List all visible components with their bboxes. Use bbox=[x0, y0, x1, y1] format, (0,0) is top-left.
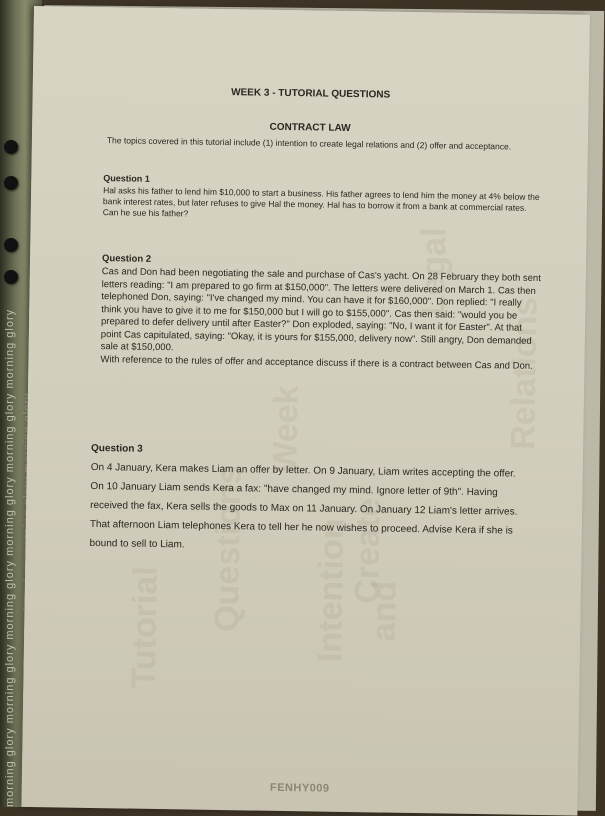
watermark-text: Questions bbox=[207, 465, 249, 633]
page-title: WEEK 3 - TUTORIAL QUESTIONS bbox=[231, 87, 391, 101]
question-heading: Question 1 bbox=[103, 173, 150, 184]
watermark-text: Tutorial bbox=[124, 565, 165, 689]
binder-ring bbox=[4, 140, 18, 154]
question-body: Hal asks his father to lend him $10,000 to start a business. His father agrees to lend him the money at 4% below the bank interest rates, but later refuses to give Hal the money. Hal has to borrow it from a bank at commercial rates. Can he sue his father? bbox=[102, 185, 540, 219]
binder-spine-text: morning glory morning glory morning glory morning glory morning glory morning glory bbox=[4, 308, 16, 807]
binder-ring bbox=[4, 270, 18, 284]
intro-paragraph: The topics covered in this tutorial include (1) intention to create legal relations and (2) offer and acceptance. bbox=[106, 135, 512, 152]
watermark-text: Relations bbox=[504, 296, 545, 451]
binder-ring bbox=[4, 238, 18, 252]
watermark-text: Create bbox=[348, 497, 388, 605]
question-body: Cas and Don had been negotiating the sale and purchase of Cas's yacht. On 28 February they both sent letters reading: "I am prepared to go firm at $150,000". The letters were delivered on March 1. Cas then telephoned Don, saying: "I've changed my mind. You can have it for $160,000". Don replied: "I really think you have to give it to me for $150,000 but I will go to $155,000". Cas then said: "would you be prepared to defer delivery until after Easter?" Don exploded, saying: "No, I want it for Easter". At that point Cas capitulated, saying: "Okay, it is yours for $155,000, delivery now". Still angry, Don demanded sale at $150,000. bbox=[100, 266, 541, 354]
document-page bbox=[21, 6, 590, 816]
watermark-text: Intention bbox=[311, 518, 352, 663]
watermark-text: and bbox=[364, 580, 404, 642]
question-body: On 4 January, Kera makes Liam an offer by letter. On 9 January, Liam writes accepting the offer. On 10 January Liam sends Kera a fax: "have changed my mind. Ignore letter of 9th". Having received the fax, Kera sells the goods to Max on 11 January. On January 12 Liam's letter arrives. That afternoon Liam telephones Kera to tell her he now wishes to proceed. Advise Kera if she is bound to sell to Liam. bbox=[89, 461, 518, 551]
question-3 bbox=[89, 443, 521, 560]
question-body-task: With reference to the rules of offer and acceptance discuss if there is a contract between Cas and Don. bbox=[100, 353, 533, 372]
watermark-text: Legal bbox=[414, 227, 454, 317]
binder-ring bbox=[4, 176, 18, 190]
question-1 bbox=[103, 173, 544, 225]
page-subtitle: CONTRACT LAW bbox=[269, 121, 351, 134]
question-heading: Question 3 bbox=[90, 442, 143, 455]
watermark-text: Week bbox=[266, 385, 306, 474]
question-2 bbox=[100, 253, 542, 373]
page-footer-code: FENHY009 bbox=[269, 781, 330, 795]
question-heading: Question 2 bbox=[101, 253, 152, 265]
